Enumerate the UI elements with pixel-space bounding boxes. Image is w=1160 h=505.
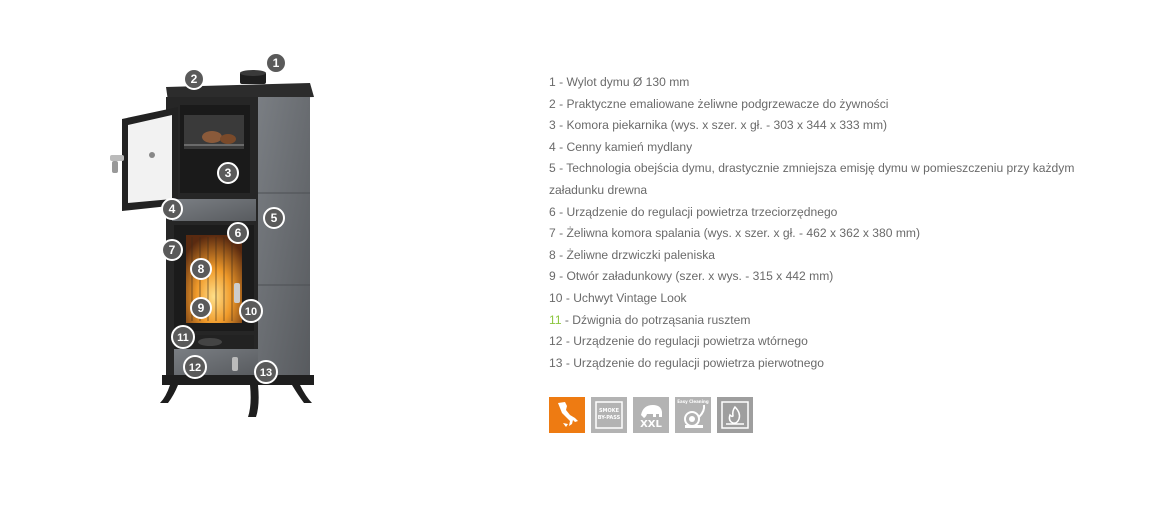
callout-10 — [240, 300, 262, 322]
callout-3-label: 3 — [224, 166, 232, 180]
italy-map-icon — [549, 397, 585, 433]
callout-4-label: 4 — [168, 202, 176, 216]
feature-item: 13 - Urządzenie do regulacji powietrza pierwotnego — [549, 355, 824, 370]
feature-badges — [549, 397, 753, 433]
callout-6 — [228, 223, 248, 243]
feature-item: 4 - Cenny kamień mydlany — [549, 139, 693, 154]
stove-drawing — [100, 45, 330, 435]
callout-9 — [191, 298, 211, 318]
stove-illustration — [100, 45, 330, 435]
callout-4 — [162, 199, 182, 219]
feature-item: 8 - Żeliwne drzwiczki paleniska — [549, 247, 716, 262]
callout-8-label: 8 — [197, 262, 205, 276]
callout-2 — [184, 69, 204, 89]
callout-1 — [266, 53, 286, 73]
feature-item-continued: załadunku drewna — [549, 182, 648, 197]
callout-12 — [184, 356, 206, 378]
callout-1-label: 1 — [272, 56, 280, 70]
callout-11-label: 11 — [177, 332, 189, 344]
feature-item: 1 - Wylot dymu Ø 130 mm — [549, 75, 690, 89]
callout-5-label: 5 — [270, 211, 278, 225]
callout-11 — [172, 326, 194, 348]
callout-7-label: 7 — [168, 243, 176, 257]
feature-item: 3 - Komora piekarnika (wys. x szer. x gł. - 303 x 344 x 333 mm) — [549, 118, 888, 133]
feature-item: 12 - Urządzenie do regulacji powietrza wtórnego — [549, 334, 808, 349]
feature-item: 9 - Otwór załadunkowy (szer. x wys. - 315 x 442 mm) — [549, 269, 834, 284]
callout-12-label: 12 — [188, 362, 202, 374]
callout-6-label: 6 — [234, 226, 242, 240]
feature-item: 10 - Uchwyt Vintage Look — [549, 290, 687, 305]
callout-13 — [255, 361, 277, 383]
callout-13-label: 13 — [259, 367, 273, 379]
feature-item: 7 - Żeliwna komora spalania (wys. x szer. x gł. - 462 x 362 x 380 mm) — [549, 226, 921, 241]
easy-cleaning-icon: Easy Cleaning — [675, 397, 711, 433]
elephant-xxl-icon: XXL — [633, 397, 669, 433]
smoke-bypass-icon: SMOKE BY-PASS — [591, 397, 627, 433]
callout-8 — [191, 259, 211, 279]
feature-item: 2 - Praktyczne emaliowane żeliwne podgrzewacze do żywności — [549, 96, 889, 111]
callout-7 — [162, 240, 182, 260]
feature-item: 11 - Dźwignia do potrząsania rusztem — [549, 312, 751, 327]
callout-9-label: 9 — [197, 301, 205, 315]
callout-3 — [218, 163, 238, 183]
callout-5 — [264, 208, 284, 228]
feature-item: 6 - Urządzenie do regulacji powietrza trzeciorzędnego — [549, 204, 838, 219]
callout-10-label: 10 — [244, 306, 258, 318]
flame-glass-icon — [717, 397, 753, 433]
feature-item: 5 - Technologia obejścia dymu, drastycznie zmniejsza emisję dymu w pomieszczeniu przy każdym — [549, 161, 1075, 176]
callout-2-label: 2 — [190, 72, 198, 86]
feature-list — [549, 72, 1089, 374]
